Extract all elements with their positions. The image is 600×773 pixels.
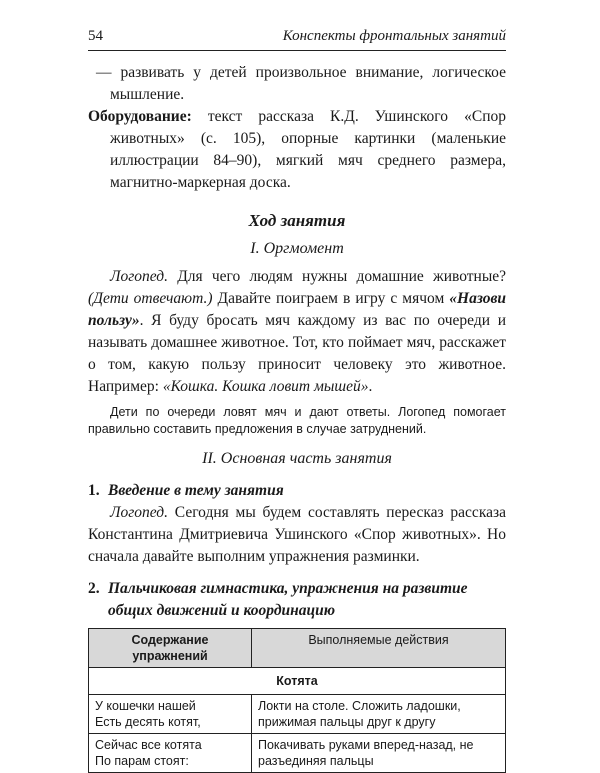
part1-text2: Давайте поиграем в игру с мячом bbox=[212, 290, 450, 307]
part1-paragraph bbox=[88, 266, 506, 398]
item1-text: Сегодня мы будем составлять пересказ рассказа Константина Дмитриевича Ушинского «Спор животных». Но сначала давайте выполним упражнения разминки. bbox=[88, 504, 506, 565]
game-name: «Назови пользу» bbox=[88, 290, 506, 329]
page-header bbox=[88, 26, 506, 51]
part1-text1: Для чего людям нужны домашние животные? bbox=[168, 268, 506, 285]
item1-paragraph bbox=[88, 502, 506, 568]
verse-line: По парам стоят: bbox=[95, 754, 189, 768]
running-title: Конспекты фронтальных занятий bbox=[282, 28, 506, 44]
example-text: «Кошка. Кошка ловит мышей» bbox=[162, 378, 369, 395]
goal-line: — развивать у детей произвольное внимание, логическое мышление. bbox=[96, 64, 506, 103]
table-cell-action: Покачивать руками вперед-назад, не разъединяя пальцы bbox=[252, 734, 506, 773]
item2-number: 2. bbox=[88, 580, 100, 597]
equipment-label: Оборудование: bbox=[88, 108, 192, 125]
table-header-actions: Выполняемые действия bbox=[252, 629, 506, 668]
table-group-row bbox=[89, 668, 506, 695]
item1-heading bbox=[88, 480, 506, 502]
table-row bbox=[89, 695, 506, 734]
item1-title: Введение в тему занятия bbox=[108, 482, 284, 499]
item1-speaker: Логопед. bbox=[110, 504, 169, 521]
part2-title: II. Основная часть занятия bbox=[202, 450, 392, 467]
table-cell-content bbox=[89, 695, 252, 734]
part1-text3: . Я буду бросать мяч каждому из вас по очереди и называть домашнее животное. Тот, кто поймает мяч, расскажет о том, какую пользу приносит человеку это животное. Например: bbox=[88, 312, 506, 395]
item1-number: 1. bbox=[88, 482, 100, 499]
table-cell-content bbox=[89, 734, 252, 773]
reply-text: (Дети отвечают.) bbox=[88, 290, 213, 307]
table-row bbox=[89, 734, 506, 773]
speaker-label: Логопед. bbox=[110, 268, 169, 285]
verse-line: У кошечки нашей bbox=[95, 699, 196, 713]
verse-line: Есть десять котят, bbox=[95, 715, 201, 729]
item2-title: Пальчиковая гимнастика, упражнения на развитие общих движений и координацию bbox=[108, 580, 468, 619]
section-title: Ход занятия bbox=[248, 211, 346, 230]
equipment-paragraph bbox=[88, 106, 506, 194]
item2-heading bbox=[88, 578, 506, 622]
verse-line: Сейчас все котята bbox=[95, 738, 202, 752]
page-number: 54 bbox=[88, 28, 103, 44]
part1-note: Дети по очереди ловят мяч и дают ответы. Логопед помогает правильно составить предложения в случае затруднений. bbox=[88, 405, 506, 436]
part1-text4: . bbox=[368, 378, 373, 395]
table-header-row bbox=[89, 629, 506, 668]
exercise-table bbox=[88, 628, 506, 773]
table-header-content: Содержание упражнений bbox=[89, 629, 252, 668]
equipment-text: текст рассказа К.Д. Ушинского «Спор животных» (с. 105), опорные картинки (маленькие иллюстрации 84–90), мягкий мяч среднего размера, магнитно-маркерная доска. bbox=[110, 108, 506, 191]
table-group-title: Котята bbox=[89, 668, 506, 695]
table-cell-action: Локти на столе. Сложить ладошки, прижимая пальцы друг к другу bbox=[252, 695, 506, 734]
part1-title: I. Оргмомент bbox=[250, 240, 344, 257]
page-body bbox=[88, 62, 506, 773]
